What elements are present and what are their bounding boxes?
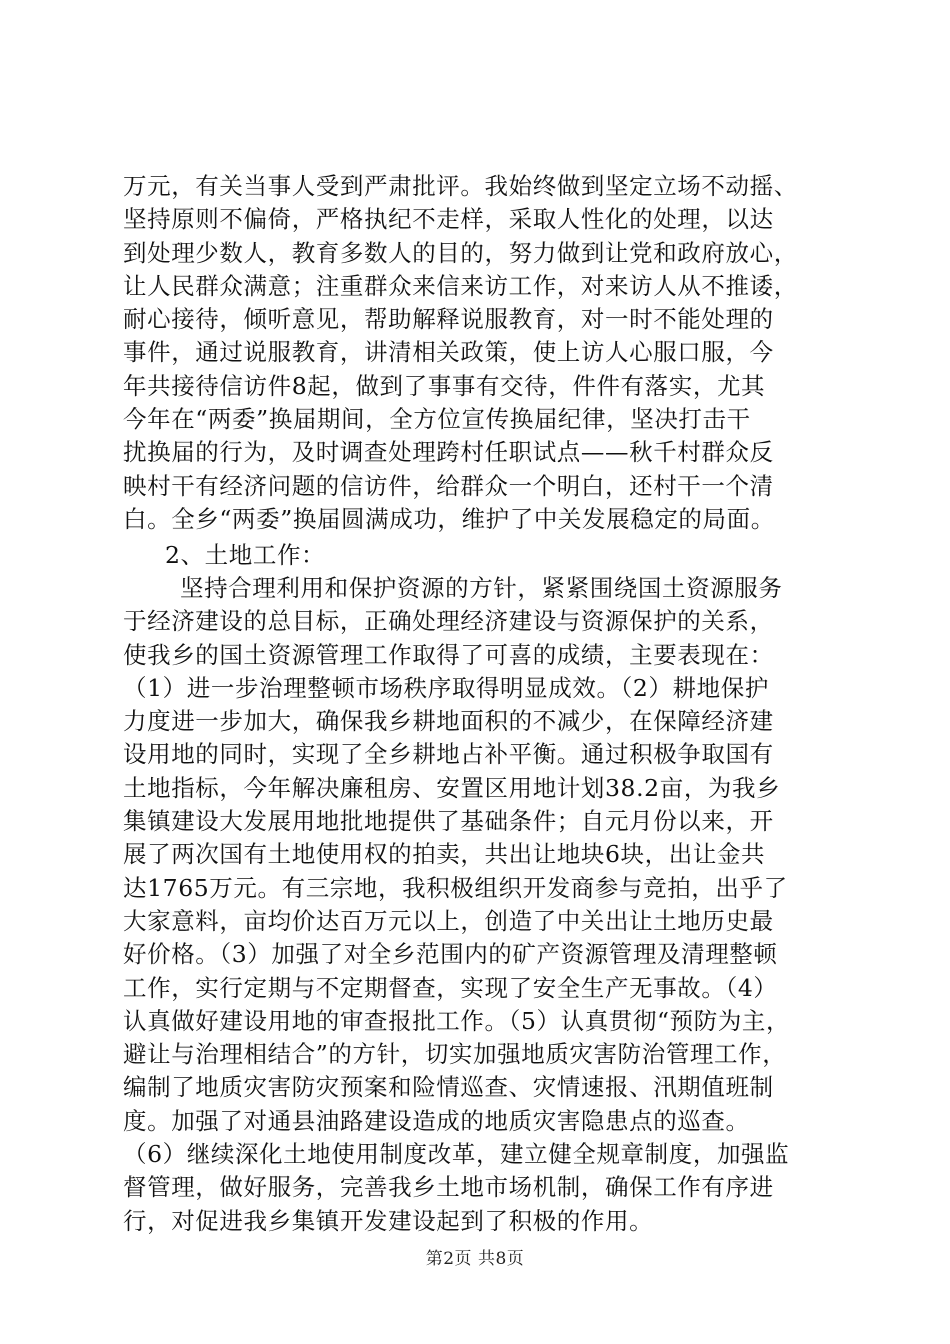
paragraph-line: 行，对促进我乡集镇开发建设起到了积极的作用。 (123, 1206, 654, 1235)
paragraph-line: 工作，实行定期与不定期督查，实现了安全生产无事故。（4） (123, 973, 778, 1002)
paragraph-line: 万元，有关当事人受到严肃批评。我始终做到坚定立场不动摇、 (123, 172, 798, 200)
paragraph-line: 督管理，做好服务，完善我乡土地市场机制，确保工作有序进 (123, 1173, 774, 1202)
paragraph-line: 年共接待信访件8起，做到了事事有交待，件件有落实，尤其 (123, 371, 766, 400)
paragraph-line: 展了两次国有土地使用权的拍卖，共出让地块6块，出让金共 (123, 840, 766, 869)
paragraph-line: 度。加强了对通县油路建设造成的地质灾害隐患点的巡查。 (123, 1106, 750, 1135)
paragraph-petition-work (123, 170, 843, 536)
paragraph-line: 扰换届的行为，及时调查处理跨村任职试点——秋千村群众反 (123, 438, 774, 467)
paragraph-line: 设用地的同时，实现了全乡耕地占补平衡。通过积极争取国有 (123, 740, 774, 769)
paragraph-line: 今年在“两委”换届期间，全方位宣传换届纪律，坚决打击干 (123, 405, 751, 434)
paragraph-line: 好价格。（3）加强了对全乡范围内的矿产资源管理及清理整顿 (123, 940, 778, 969)
paragraph-line: 到处理少数人，教育多数人的目的，努力做到让党和政府放心， (123, 238, 798, 267)
page-number-footer: 第2页 共8页 (425, 1249, 525, 1269)
paragraph-line: 耐心接待，倾听意见，帮助解释说服教育，对一时不能处理的 (123, 305, 774, 334)
paragraph-land-work (123, 572, 843, 1238)
paragraph-line: 土地指标，今年解决廉租房、安置区用地计划38.2亩，为我乡 (123, 773, 781, 802)
paragraph-line: 编制了地质灾害防灾预案和险情巡查、灾情速报、汛期值班制 (123, 1073, 774, 1102)
paragraph-line: 于经济建设的总目标，正确处理经济建设与资源保护的关系， (123, 607, 774, 636)
paragraph-line: 让人民群众满意；注重群众来信来访工作，对来访人从不推诿， (123, 271, 798, 300)
paragraph-line: 达1765万元。有三宗地，我积极组织开发商参与竞拍，出乎了 (123, 873, 788, 902)
paragraph-line: 力度进一步加大，确保我乡耕地面积的不减少，在保障经济建 (123, 707, 774, 736)
paragraph-line: 映村干有经济问题的信访件，给群众一个明白，还村干一个清 (123, 471, 774, 500)
paragraph-line: 避让与治理相结合”的方针，切实加强地质灾害防治管理工作， (123, 1040, 787, 1069)
paragraph-line: （1）进一步治理整顿市场秩序取得明显成效。（2）耕地保护 (123, 673, 769, 702)
section-heading-land-work: 2、土地工作： (165, 541, 326, 569)
paragraph-line: 坚持原则不偏倚，严格执纪不走样，采取人性化的处理，以达 (123, 205, 774, 234)
paragraph-line: 认真做好建设用地的审查报批工作。（5）认真贯彻“预防为主， (123, 1006, 791, 1035)
paragraph-line: 大家意料，亩均价达百万元以上，创造了中关出让土地历史最 (123, 906, 774, 935)
paragraph-line: 使我乡的国土资源管理工作取得了可喜的成绩，主要表现在： (123, 640, 774, 669)
paragraph-line: 坚持合理利用和保护资源的方针，紧紧围绕国土资源服务 (180, 574, 783, 602)
paragraph-line: 集镇建设大发展用地批地提供了基础条件；自元月份以来，开 (123, 807, 774, 836)
paragraph-line: （6）继续深化土地使用制度改革，建立健全规章制度，加强监 (123, 1140, 790, 1169)
paragraph-line: 事件，通过说服教育，讲清相关政策，使上访人心服口服，今 (123, 338, 774, 367)
paragraph-line: 白。全乡“两委”换届圆满成功，维护了中关发展稳定的局面。 (123, 504, 775, 533)
